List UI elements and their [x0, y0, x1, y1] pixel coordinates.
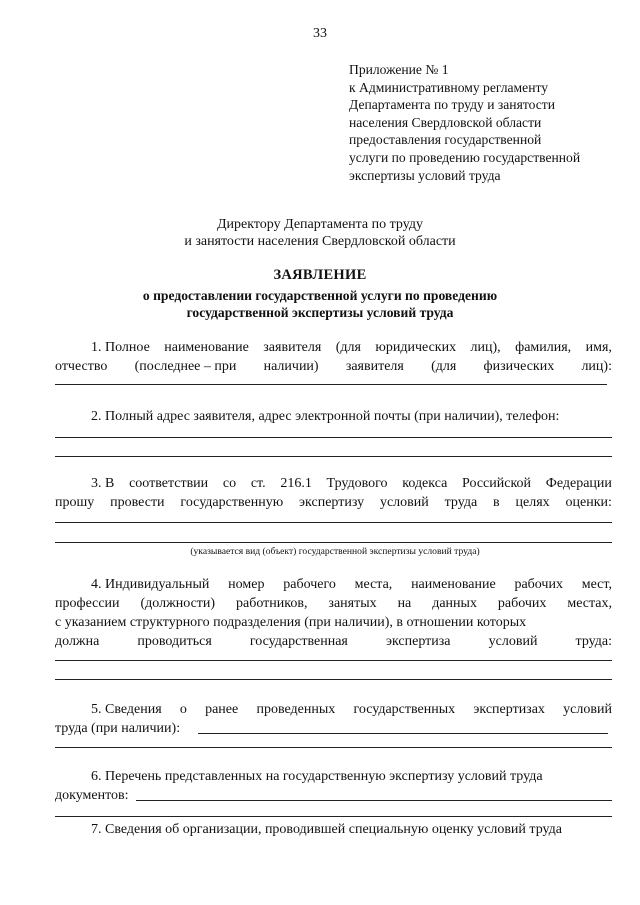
word: о: [179, 702, 187, 717]
item-6-answer-line[interactable]: [55, 816, 612, 817]
word: отчество: [55, 359, 108, 374]
word: ранее: [205, 702, 239, 717]
item-2: 2. Полный адрес заявителя, адрес электронной почты (при наличии), телефон:: [91, 409, 560, 424]
word: мест,: [581, 577, 612, 592]
word: должна: [55, 634, 100, 649]
word: экспертизах: [473, 702, 545, 717]
word: занятых: [328, 596, 377, 611]
item-1-line-2: [55, 357, 612, 376]
item-3-answer-line[interactable]: [55, 542, 612, 543]
item-6-line-1: 6. Перечень представленных на государственную экспертизу условий труда: [91, 769, 543, 784]
word: труда:: [575, 634, 612, 649]
document-subtitle: [60, 287, 580, 321]
word: места,: [354, 577, 393, 592]
word: юридических: [375, 340, 457, 355]
word: профессии: [55, 596, 120, 611]
word: 4. Индивидуальный: [91, 577, 210, 592]
item-2-answer-line[interactable]: [55, 456, 612, 457]
word: лиц):: [581, 359, 612, 374]
word: физических: [483, 359, 555, 374]
item-4-line-1: [55, 575, 612, 594]
word: на: [397, 596, 412, 611]
word: работников,: [236, 596, 308, 611]
item-7: 7. Сведения об организации, проводившей специальную оценку условий труда: [91, 822, 562, 837]
item-5-line-2: труда (при наличии):: [55, 721, 181, 736]
word: Трудового: [326, 476, 388, 491]
word: 216.1: [280, 476, 312, 491]
word: Российской: [462, 476, 532, 491]
word: заявителя: [345, 359, 404, 374]
word: наличии): [263, 359, 319, 374]
word: местах,: [567, 596, 612, 611]
word: государственную: [180, 495, 284, 510]
subtitle-line: государственной экспертизы условий труда: [186, 305, 454, 320]
word: условий: [563, 702, 612, 717]
word: проведенных: [256, 702, 336, 717]
page-number: 33: [313, 26, 327, 41]
word: государственных: [353, 702, 456, 717]
addressee-line: Директору Департамента по труду: [217, 217, 423, 232]
word: условий: [488, 634, 538, 649]
word: соответствии: [129, 476, 209, 491]
annex-line: экспертизы условий труда: [349, 167, 501, 183]
word: прошу: [55, 495, 95, 510]
word: (для: [335, 340, 361, 355]
word: (должности): [140, 596, 216, 611]
annex-line: к Административному регламенту: [349, 79, 549, 95]
word: провести: [110, 495, 165, 510]
item-1-line-1: [55, 338, 612, 357]
word: лиц),: [470, 340, 501, 355]
item-3-line-1: [55, 474, 612, 493]
word: номер: [228, 577, 265, 592]
item-3: [55, 474, 612, 512]
annex-line: услуги по проведению государственной: [349, 149, 581, 165]
annex-line: населения Свердловской области: [349, 114, 542, 130]
subtitle-line: о предоставлении государственной услуги по проведению: [142, 288, 498, 303]
item-1-answer-line[interactable]: [55, 384, 607, 385]
word: имя,: [585, 340, 612, 355]
word: данных: [432, 596, 477, 611]
word: кодекса: [402, 476, 448, 491]
word: фамилия,: [515, 340, 572, 355]
item-1: [55, 338, 612, 376]
annex-line: Приложение № 1: [349, 62, 449, 77]
item-5-answer-line[interactable]: [55, 747, 612, 748]
item-4-line-4: [55, 632, 612, 651]
word: труда: [444, 495, 478, 510]
word: экспертизу: [299, 495, 365, 510]
annex-line: Департамента по труду и занятости: [349, 97, 555, 113]
word: рабочих: [497, 596, 547, 611]
item-3-caption: (указывается вид (объект) государственной экспертизы условий труда): [190, 546, 480, 557]
annex-block: [349, 61, 629, 184]
addressee-line: и занятости населения Свердловской области: [184, 234, 456, 249]
word: условий: [379, 495, 429, 510]
item-4: [55, 575, 612, 651]
word: наименование: [411, 577, 496, 592]
word: (для: [431, 359, 457, 374]
word: ст.: [250, 476, 266, 491]
item-6-line-2: документов:: [55, 788, 129, 803]
word: заявителя: [263, 340, 322, 355]
item-4-line-2: [55, 594, 612, 613]
word: рабочего: [283, 577, 336, 592]
item-2-answer-line[interactable]: [55, 437, 612, 438]
document-title: ЗАЯВЛЕНИЕ: [273, 267, 367, 283]
item-5-answer-line[interactable]: [198, 733, 608, 734]
addressee-block: [80, 216, 560, 250]
word: Федерации: [545, 476, 612, 491]
item-4-answer-line[interactable]: [55, 660, 612, 661]
word: проводиться: [137, 634, 212, 649]
item-4-answer-line[interactable]: [55, 679, 612, 680]
word: оценки:: [565, 495, 612, 510]
word: наименование: [164, 340, 249, 355]
word: в: [493, 495, 500, 510]
word: 5. Сведения: [91, 702, 162, 717]
item-4-line-3: с указанием структурного подразделения (при наличии), в отношении которых: [55, 615, 527, 630]
word: государственная: [249, 634, 348, 649]
annex-line: предоставления государственной: [349, 132, 542, 148]
word: 1. Полное: [91, 340, 150, 355]
word: рабочих: [514, 577, 563, 592]
item-6-answer-line[interactable]: [136, 800, 612, 801]
word: целях: [515, 495, 550, 510]
word: со: [222, 476, 237, 491]
item-3-line-2: [55, 493, 612, 512]
word: (последнее – при: [134, 359, 237, 374]
word: 3. В: [91, 476, 115, 491]
item-3-answer-line[interactable]: [55, 522, 612, 523]
item-5-line-1: [55, 700, 612, 719]
word: экспертиза: [385, 634, 451, 649]
